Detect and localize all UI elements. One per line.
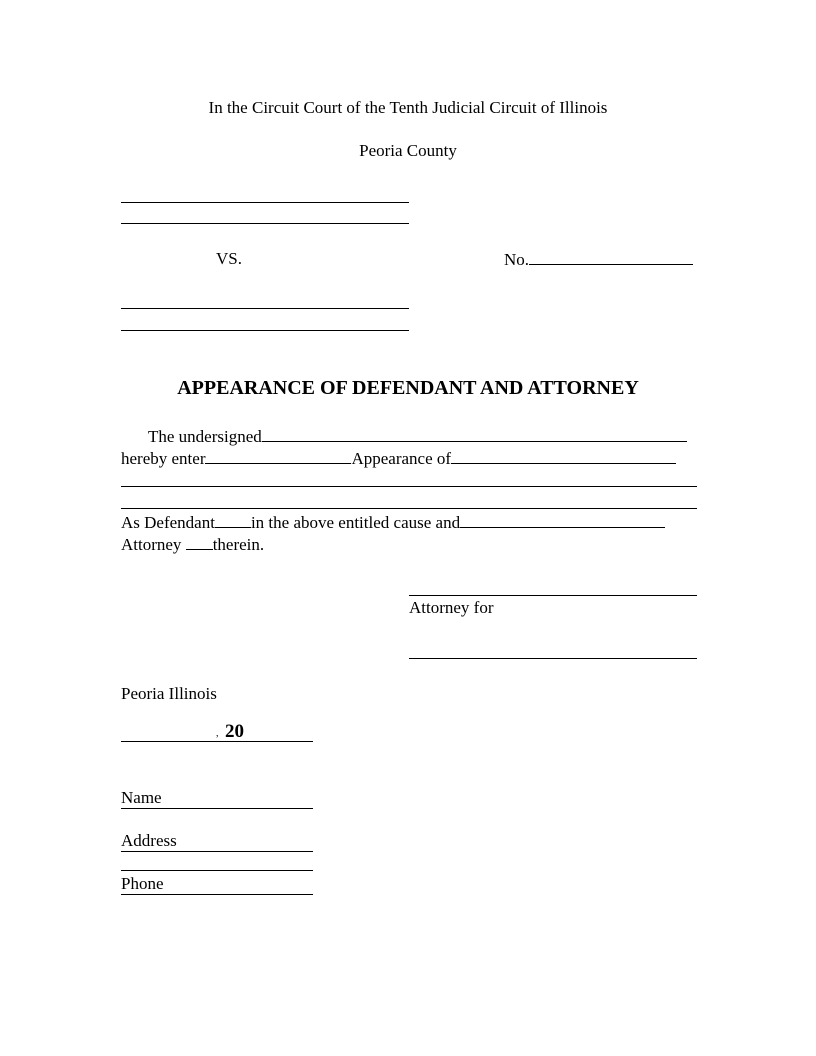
undersigned-line xyxy=(121,426,697,447)
case-number-blank[interactable] xyxy=(529,249,693,265)
therein-label: therein. xyxy=(212,535,265,554)
form-title: APPEARANCE OF DEFENDANT AND ATTORNEY xyxy=(177,377,639,399)
appearance-line-2[interactable] xyxy=(121,508,697,509)
attorney-for-line[interactable] xyxy=(409,658,697,659)
above-cause-label: in the above entitled cause and xyxy=(250,513,461,532)
as-defendant-label: As Defendant xyxy=(121,513,215,532)
address-line-2[interactable] xyxy=(121,870,313,871)
address-label: Address xyxy=(121,831,177,850)
appearance-of-label: Appearance of xyxy=(351,449,452,468)
location-text: Peoria Illinois xyxy=(121,684,217,703)
defendant-line-1[interactable] xyxy=(121,308,409,309)
enter-appearance-line xyxy=(121,448,697,469)
hereby-enter-blank[interactable] xyxy=(205,448,351,464)
county-heading: Peoria County xyxy=(359,141,457,160)
plaintiff-line-2[interactable] xyxy=(121,223,409,224)
hereby-enter-label: hereby enter xyxy=(121,449,206,468)
case-number-label: No. xyxy=(504,250,530,269)
undersigned-blank[interactable] xyxy=(262,426,687,442)
phone-field[interactable] xyxy=(121,874,313,895)
plaintiff-line-1[interactable] xyxy=(121,202,409,203)
attorney-label: Attorney xyxy=(121,535,182,554)
undersigned-label: The undersigned xyxy=(148,427,262,446)
attorney-signature-line[interactable] xyxy=(409,595,697,596)
case-number-field xyxy=(504,249,693,270)
court-heading: In the Circuit Court of the Tenth Judicial Circuit of Illinois xyxy=(208,98,608,117)
appearance-of-blank[interactable] xyxy=(451,448,676,464)
as-defendant-blank[interactable] xyxy=(215,512,251,528)
year-prefix: 20 xyxy=(225,721,244,742)
attorney-for-label: Attorney for xyxy=(409,598,494,617)
versus-label: VS. xyxy=(216,249,242,268)
appearance-line-1[interactable] xyxy=(121,486,697,487)
defendant-line-2[interactable] xyxy=(121,330,409,331)
as-defendant-line xyxy=(121,512,697,533)
phone-label: Phone xyxy=(121,874,164,893)
attorney-therein-line xyxy=(121,534,697,555)
date-separator: , xyxy=(216,728,219,739)
above-cause-blank[interactable] xyxy=(460,512,665,528)
name-field[interactable] xyxy=(121,788,313,809)
date-line[interactable] xyxy=(121,721,313,742)
attorney-blank[interactable] xyxy=(186,534,213,550)
name-label: Name xyxy=(121,788,162,807)
address-field[interactable] xyxy=(121,831,313,852)
